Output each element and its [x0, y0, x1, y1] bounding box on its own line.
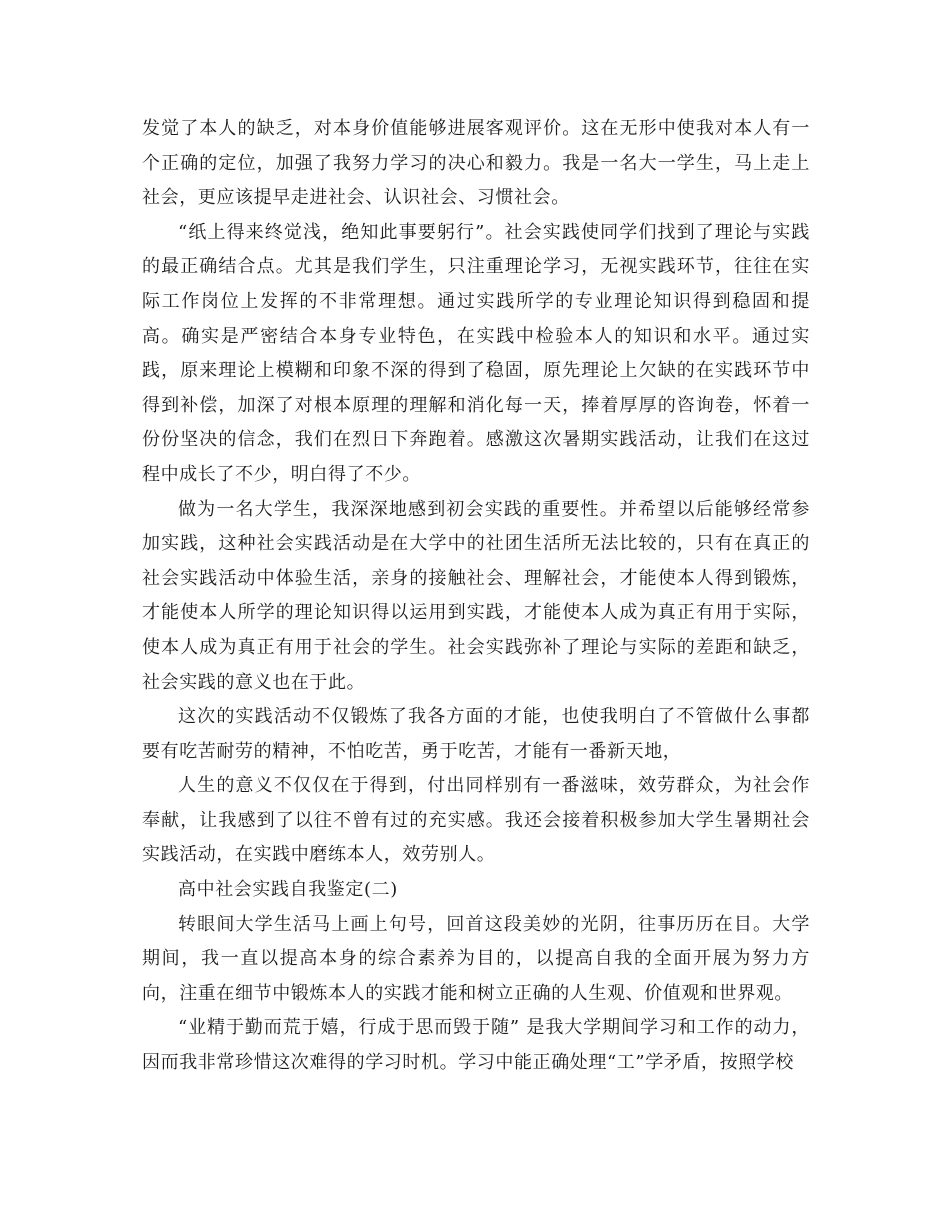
paragraph-6: 转眼间大学生活马上画上句号，回首这段美妙的光阴，往事历历在目。大学期间，我一直以提高本身的综合素养为目的，以提高自我的全面开展为努力方向，注重在细节中锻炼本人的实践才能和树立正确的人生观、价值观和世界观。 [142, 913, 810, 1004]
paragraph-3: 做为一名大学生，我深深地感到初会实践的重要性。并希望以后能够经常参加实践，这种社会实践活动是在大学中的社团生活所无法比较的，只有在真正的社会实践活动中体验生活，亲身的接触社会、理解社会，才能使本人得到锻炼，才能使本人所学的理论知识得以运用到实践，才能使本人成为真正有用于实际，使本人成为真正有用于社会的学生。社会实践弥补了理论与实际的差距和缺乏，社会实践的意义也在于此。 [142, 498, 810, 693]
paragraph-7: “业精于勤而荒于嬉，行成于思而毁于随” 是我大学期间学习和工作的动力，因而我非常珍惜这次难得的学习时机。学习中能正确处理“工”学矛盾，按照学校 [142, 1017, 810, 1074]
document-body [142, 112, 810, 1081]
paragraph-1: 发觉了本人的缺乏，对本身价值能够进展客观评价。这在无形中使我对本人有一个正确的定位，加强了我努力学习的决心和毅力。我是一名大一学生，马上走上社会，更应该提早走进社会、认识社会、习惯社会。 [142, 118, 810, 209]
paragraph-2: “纸上得来终觉浅，绝知此事要躬行”。社会实践使同学们找到了理论与实践的最正确结合点。尤其是我们学生，只注重理论学习，无视实践环节，往往在实际工作岗位上发挥的不非常理想。通过实践所学的专业理论知识得到稳固和提高。确实是严密结合本身专业特色，在实践中检验本人的知识和水平。通过实践，原来理论上模糊和印象不深的得到了稳固，原先理论上欠缺的在实践环节中得到补偿，加深了对根本原理的理解和消化每一天，捧着厚厚的咨询卷，怀着一份份坚决的信念，我们在烈日下奔跑着。感激这次暑期实践活动，让我们在这过程中成长了不少，明白得了不少。 [142, 221, 810, 485]
paragraph-5: 人生的意义不仅仅在于得到，付出同样别有一番滋味，效劳群众，为社会作奉献，让我感到了以往不曾有过的充实感。我还会接着积极参加大学生暑期社会实践活动，在实践中磨练本人，效劳别人。 [142, 775, 810, 866]
paragraph-4: 这次的实践活动不仅锻炼了我各方面的才能，也使我明白了不管做什么事都要有吃苦耐劳的精神，不怕吃苦，勇于吃苦，才能有一番新天地， [142, 706, 810, 762]
section-heading: 高中社会实践自我鉴定(二) [178, 879, 398, 901]
